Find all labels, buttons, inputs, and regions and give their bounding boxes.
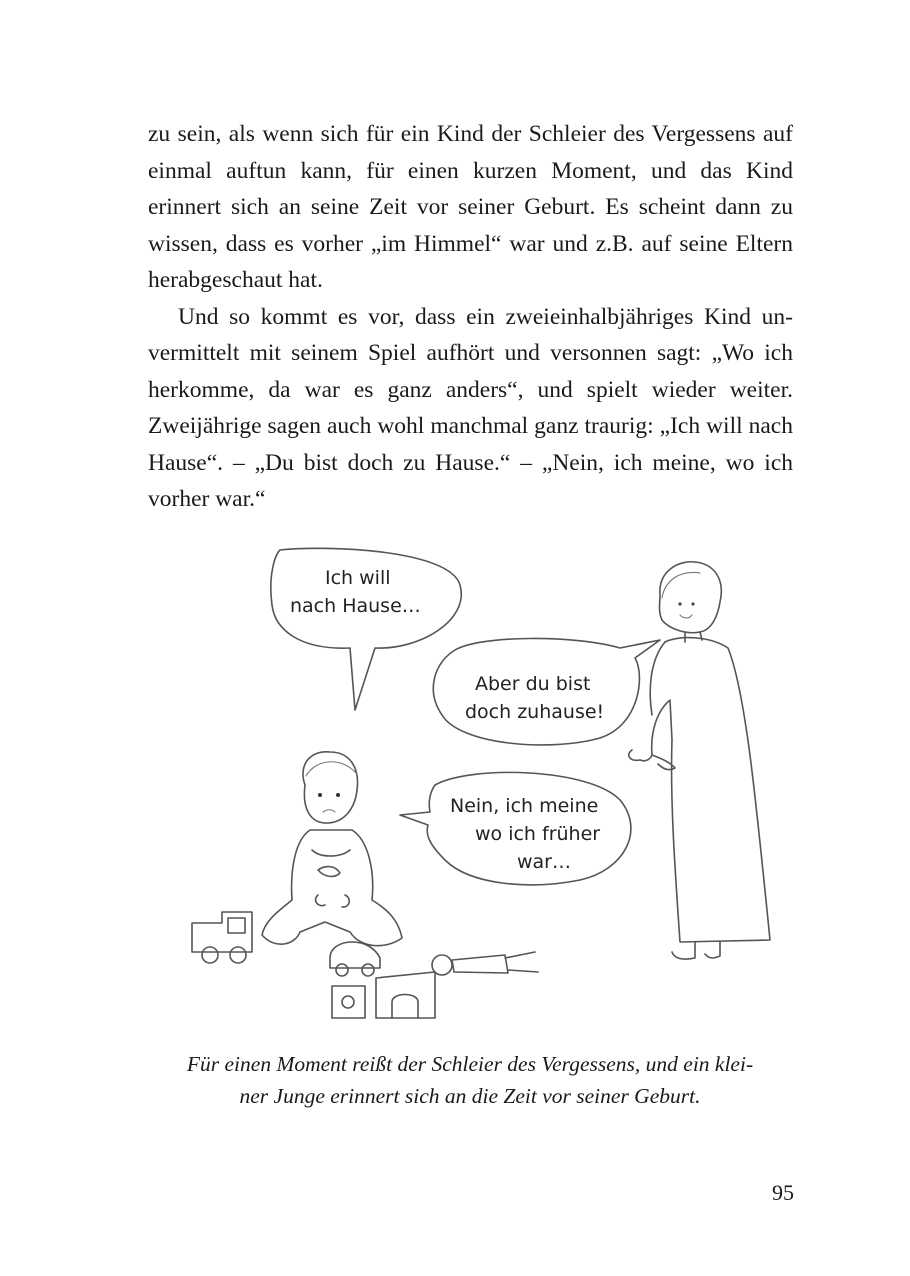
bubble-mother-line-2: doch zuhause!	[465, 701, 605, 723]
toy-train	[192, 912, 252, 963]
page-number: 95	[772, 1180, 794, 1205]
bubble-child-2-line-2: wo ich früher	[475, 823, 601, 845]
speech-bubble-mother	[433, 638, 660, 744]
mother-figure	[629, 562, 770, 959]
pencil-drawing	[180, 540, 800, 1030]
caption-line-1: Für einen Moment reißt der Schleier des Vergessens, und ein klei-	[186, 1052, 754, 1076]
paragraph-2: Und so kommt es vor, dass ein zweieinhalbjähriges Kind unvermittelt mit seinem Spiel aufhört und versonnen sagt: „Wo ich herkomme, da war es ganz anders“, und spielt wieder weiter. Zweijährige sagen auch wohl manchmal ganz traurig: „Ich will nach Hause“. – „Du bist doch zu Hause.“ – „Nein, ich meine, wo ich vorher war.“	[148, 303, 793, 512]
figure-caption	[150, 1048, 790, 1112]
speech-bubble-child-2	[400, 772, 631, 884]
paragraph-1: zu sein, als wenn sich für ein Kind der Schleier des Vergessens auf einmal auftun kann, für einen kurzen Moment, und das Kind erinnert sich an seine Zeit vor seiner Geburt. Es scheint dann zu wissen, dass es vorher „im Himmel“ war und z.B. auf seine Eltern herabgeschaut hat.	[148, 121, 793, 293]
caption-line-2: ner Junge erinnert sich an die Zeit vor seiner Geburt.	[239, 1084, 701, 1108]
body-text	[148, 116, 793, 518]
bubble-child-2-line-3: war…	[517, 851, 571, 873]
bubble-child-2-line-1: Nein, ich meine	[450, 795, 599, 817]
sketch-illustration	[180, 540, 800, 1030]
bubble-child-1-line-2: nach Hause…	[290, 595, 421, 617]
doll	[432, 952, 538, 975]
child-figure	[262, 752, 402, 946]
toy-blocks	[332, 972, 435, 1018]
toy-car	[330, 942, 380, 976]
bubble-mother-line-1: Aber du bist	[475, 673, 591, 695]
bubble-child-1-line-1: Ich will	[325, 567, 391, 589]
